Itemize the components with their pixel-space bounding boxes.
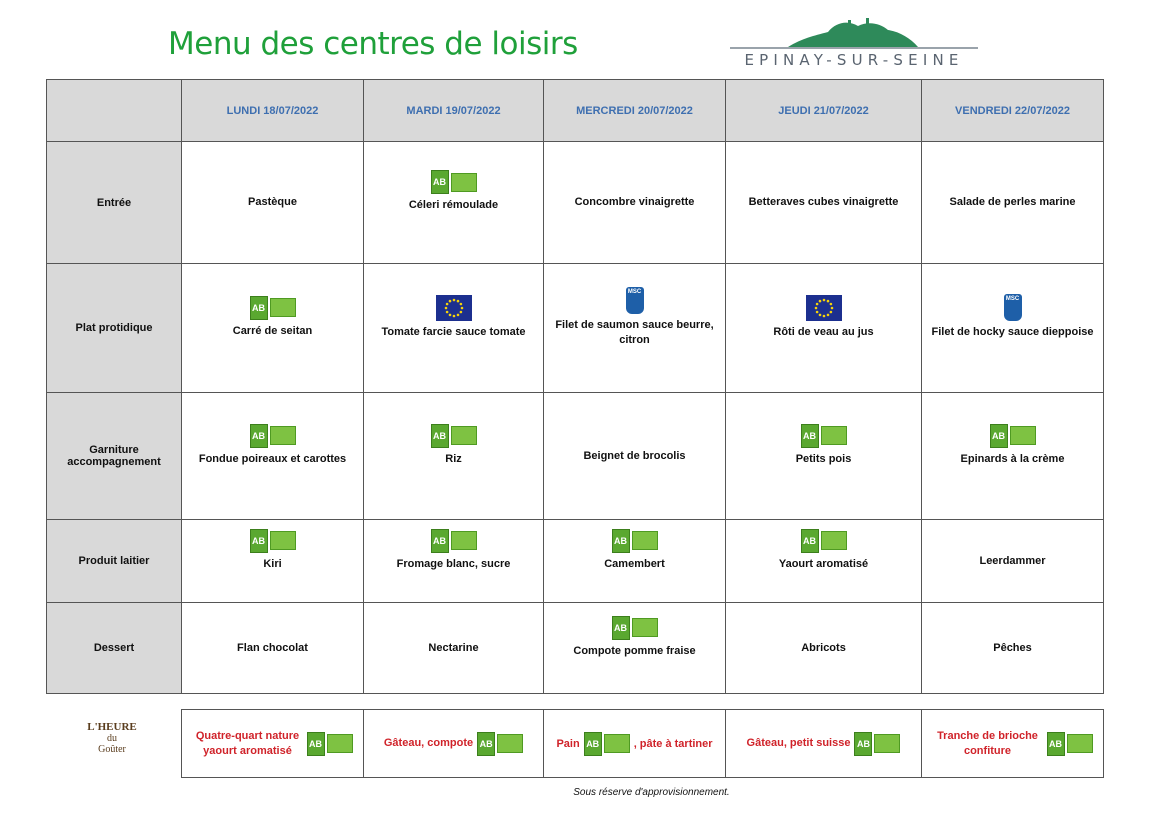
- menu-cell-content: [926, 294, 1099, 362]
- ab-logo-icon: AB: [431, 170, 449, 194]
- menu-cell-content: [548, 195, 721, 210]
- dish-name: Betteraves cubes vinaigrette: [748, 196, 899, 208]
- gouter-icon-line3: Goûter: [98, 744, 126, 755]
- gouter-cell: [726, 710, 922, 778]
- menu-cell-content: [368, 295, 539, 362]
- ab-logo-icon: AB: [990, 424, 1008, 448]
- ab-logo-icon: AB: [612, 529, 630, 553]
- eu-organic-leaf-icon: [270, 531, 296, 550]
- organic-label-icon: [250, 296, 296, 320]
- menu-row: [47, 393, 1104, 520]
- gouter-text: Quatre-quart nature yaourt aromatisé: [195, 729, 300, 757]
- menu-cell-content: [368, 641, 539, 656]
- menu-cell-content: [548, 449, 721, 464]
- menu-cell: [544, 264, 726, 393]
- menu-cell: [726, 142, 922, 264]
- dish-name: Yaourt aromatisé: [778, 557, 869, 570]
- dish-name: Fondue poireaux et carottes: [198, 452, 347, 465]
- menu-cell-content: [548, 529, 721, 594]
- organic-label-icon: [431, 424, 477, 448]
- menu-cell: [364, 393, 544, 520]
- dish-name: Flan chocolat: [237, 641, 308, 654]
- gouter-cell-content: [730, 732, 917, 756]
- menu-cell-content: [368, 529, 539, 594]
- eu-organic-leaf-icon: [821, 531, 847, 550]
- dish-name: Abricots: [801, 641, 846, 654]
- menu-cell: [364, 520, 544, 603]
- ab-logo-icon: AB: [250, 529, 268, 553]
- course-label: Garniture accompagnement: [47, 393, 182, 520]
- ab-logo-icon: AB: [801, 529, 819, 553]
- header-corner: [47, 80, 182, 142]
- menu-cell-content: [548, 287, 721, 370]
- dish-name: Camembert: [604, 557, 665, 570]
- eu-organic-leaf-icon: [270, 298, 296, 317]
- gouter-icon-line1: L'HEURE: [87, 721, 137, 733]
- organic-label-icon: [801, 424, 847, 448]
- dish-name: Filet de hocky sauce dieppoise: [931, 326, 1094, 338]
- menu-cell-content: [730, 424, 917, 489]
- ab-logo-icon: AB: [250, 296, 268, 320]
- menu-row: [47, 142, 1104, 264]
- menu-cell: [726, 393, 922, 520]
- eu-organic-leaf-icon: [632, 618, 658, 637]
- ab-logo-icon: AB: [612, 616, 630, 640]
- heure-du-gouter-icon: [84, 721, 140, 755]
- organic-label-icon: [1047, 732, 1093, 756]
- gouter-cell: [182, 710, 364, 778]
- ab-logo-icon: AB: [477, 732, 495, 756]
- menu-cell-content: [186, 641, 359, 656]
- dish-name: Nectarine: [428, 641, 479, 654]
- logo-text: EPINAY-SUR-SEINE: [744, 51, 964, 69]
- menu-cell-content: [926, 424, 1099, 489]
- gouter-cell-content: [548, 732, 721, 756]
- day-header: LUNDI 18/07/2022: [182, 80, 364, 142]
- organic-label-icon: [250, 529, 296, 553]
- eu-organic-leaf-icon: [270, 426, 296, 445]
- ab-logo-icon: AB: [1047, 732, 1065, 756]
- menu-cell: [182, 393, 364, 520]
- course-label: Produit laitier: [47, 520, 182, 603]
- organic-label-icon: [612, 529, 658, 553]
- gouter-cell-content: [368, 732, 539, 756]
- dish-name: Beignet de brocolis: [583, 449, 686, 462]
- dish-name: Leerdammer: [979, 554, 1046, 567]
- eu-organic-leaf-icon: [451, 426, 477, 445]
- menu-cell: [544, 520, 726, 603]
- menu-cell: [726, 603, 922, 694]
- page-title: Menu des centres de loisirs: [168, 26, 578, 62]
- organic-label-icon: [612, 616, 658, 640]
- course-label: Plat protidique: [47, 264, 182, 393]
- dish-name: Compote pomme fraise: [573, 644, 696, 657]
- organic-label-icon: [584, 732, 630, 756]
- gouter-cell: [922, 710, 1104, 778]
- menu-cell-content: [926, 641, 1099, 656]
- msc-label-text: MSC: [627, 288, 642, 295]
- dish-name: Carré de seitan: [232, 324, 313, 337]
- menu-row: [47, 264, 1104, 393]
- day-header: MARDI 19/07/2022: [364, 80, 544, 142]
- gouter-cell: [364, 710, 544, 778]
- menu-cell: [182, 142, 364, 264]
- ab-logo-icon: AB: [584, 732, 602, 756]
- menu-cell: [364, 603, 544, 694]
- menu-cell: [922, 603, 1104, 694]
- supply-note: Sous réserve d'approvisionnement.: [573, 787, 730, 798]
- menu-cell: [922, 264, 1104, 393]
- organic-label-icon: [431, 170, 477, 194]
- gouter-text: Tranche de brioche confiture: [937, 729, 1038, 757]
- eu-organic-leaf-icon: [497, 734, 523, 753]
- menu-cell-content: [926, 195, 1099, 210]
- course-label: Dessert: [47, 603, 182, 694]
- dish-name: Riz: [445, 452, 462, 465]
- msc-label-icon: [1004, 294, 1022, 321]
- menu-cell-content: [186, 296, 359, 361]
- dish-name: Pastèque: [248, 196, 297, 208]
- organic-label-icon: [307, 732, 353, 756]
- dish-name: Fromage blanc, sucre: [396, 557, 511, 570]
- menu-cell-content: [730, 195, 917, 210]
- day-header: MERCREDI 20/07/2022: [544, 80, 726, 142]
- eu-organic-leaf-icon: [327, 734, 353, 753]
- dish-name: Petits pois: [795, 452, 852, 465]
- ab-logo-icon: AB: [801, 424, 819, 448]
- gouter-row: [182, 710, 1104, 778]
- gouter-text: , pâte à tartiner: [633, 737, 713, 750]
- dish-name: Salade de perles marine: [949, 196, 1076, 208]
- msc-label-icon: [626, 287, 644, 314]
- menu-cell: [182, 520, 364, 603]
- ab-logo-icon: AB: [854, 732, 872, 756]
- eu-organic-leaf-icon: [1067, 734, 1093, 753]
- menu-cell-content: [186, 195, 359, 210]
- gouter-cell: [544, 710, 726, 778]
- day-header: VENDREDI 22/07/2022: [922, 80, 1104, 142]
- eu-organic-leaf-icon: [1010, 426, 1036, 445]
- gouter-table: [181, 709, 1104, 778]
- organic-label-icon: [801, 529, 847, 553]
- menu-cell-content: [186, 424, 359, 489]
- msc-label-text: MSC: [1005, 296, 1020, 302]
- menu-cell: [726, 520, 922, 603]
- menu-row: [47, 603, 1104, 694]
- dish-name: Tomate farcie sauce tomate: [381, 325, 526, 338]
- organic-label-icon: [854, 732, 900, 756]
- menu-row: [47, 520, 1104, 603]
- dish-name: Céleri rémoulade: [408, 199, 499, 211]
- dish-name: Epinards à la crème: [960, 452, 1065, 465]
- organic-label-icon: [250, 424, 296, 448]
- gouter-text: Gâteau, compote: [383, 737, 474, 749]
- header-row: [47, 80, 1104, 142]
- dish-name: Filet de saumon sauce beurre, citron: [555, 318, 714, 346]
- ab-logo-icon: AB: [431, 424, 449, 448]
- menu-cell: [922, 393, 1104, 520]
- menu-cell-content: [548, 616, 721, 681]
- gouter-cell-content: [186, 729, 359, 759]
- menu-cell: [922, 142, 1104, 264]
- menu-cell-content: [368, 424, 539, 489]
- gouter-cell-content: [926, 729, 1099, 759]
- dish-name: Rôti de veau au jus: [773, 325, 874, 338]
- gouter-text: Gâteau, petit suisse: [746, 737, 851, 749]
- eu-flag-icon: [436, 295, 472, 321]
- eu-organic-leaf-icon: [451, 173, 477, 192]
- menu-cell-content: [730, 529, 917, 594]
- menu-cell: [364, 142, 544, 264]
- menu-cell: [544, 393, 726, 520]
- eu-organic-leaf-icon: [451, 531, 477, 550]
- eu-flag-icon: [806, 295, 842, 321]
- ab-logo-icon: AB: [307, 732, 325, 756]
- menu-cell-content: [186, 529, 359, 594]
- menu-cell-content: [368, 170, 539, 235]
- city-skyline-icon: [788, 18, 918, 48]
- menu-table: [46, 79, 1104, 694]
- eu-organic-leaf-icon: [821, 426, 847, 445]
- organic-label-icon: [477, 732, 523, 756]
- ab-logo-icon: AB: [250, 424, 268, 448]
- organic-label-icon: [990, 424, 1036, 448]
- menu-cell-content: [730, 295, 917, 362]
- day-header: JEUDI 21/07/2022: [726, 80, 922, 142]
- gouter-icon-line2: du: [107, 733, 117, 744]
- eu-organic-leaf-icon: [874, 734, 900, 753]
- ab-logo-icon: AB: [431, 529, 449, 553]
- gouter-text: Pain: [556, 737, 580, 750]
- dish-name: Concombre vinaigrette: [574, 196, 695, 208]
- menu-cell-content: [730, 641, 917, 656]
- eu-organic-leaf-icon: [604, 734, 630, 753]
- menu-cell: [544, 603, 726, 694]
- course-label: Entrée: [47, 142, 182, 264]
- menu-cell: [544, 142, 726, 264]
- epinay-logo: [728, 18, 980, 73]
- eu-organic-leaf-icon: [632, 531, 658, 550]
- logo-divider: [730, 47, 978, 49]
- dish-name: Pêches: [993, 641, 1032, 654]
- menu-cell: [182, 264, 364, 393]
- menu-cell: [364, 264, 544, 393]
- menu-cell-content: [926, 554, 1099, 569]
- menu-cell: [726, 264, 922, 393]
- menu-cell: [182, 603, 364, 694]
- organic-label-icon: [431, 529, 477, 553]
- menu-cell: [922, 520, 1104, 603]
- dish-name: Kiri: [263, 557, 282, 570]
